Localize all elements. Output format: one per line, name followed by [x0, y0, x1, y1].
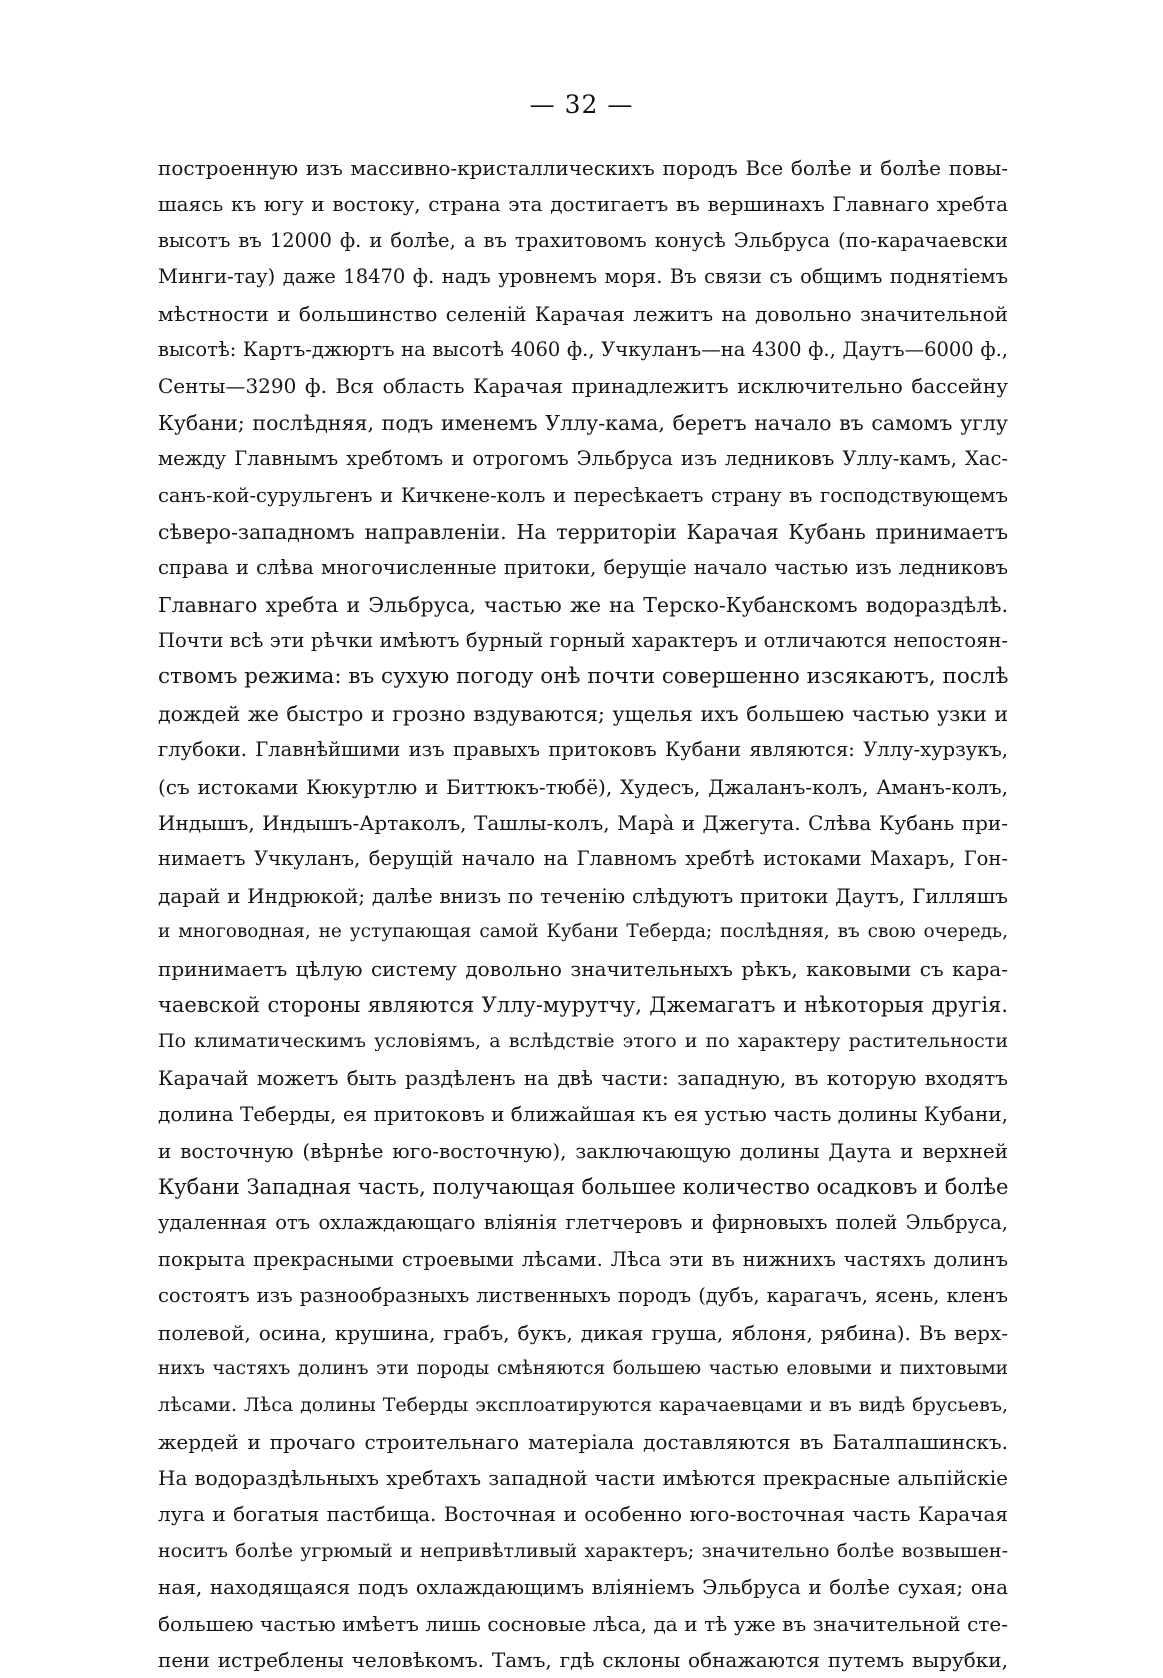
text-line: высотѣ: Картъ-джюртъ на высотѣ 4060 ф., Учкуланъ—на 4300 ф., Даутъ—6000 ф., — [158, 337, 1008, 361]
text-line: Минги-тау) даже 18470 ф. надъ уровнемъ моря. Въ связи съ общимъ поднятіемъ — [158, 265, 1008, 289]
text-line: между Главнымъ хребтомъ и отрогомъ Эльбруса изъ ледниковъ Уллу-камъ, Хас- — [158, 447, 1008, 471]
text-line: принимаетъ цѣлую систему довольно значительныхъ рѣкъ, каковыми съ кара- — [158, 956, 1008, 981]
text-line: санъ-кой-сурульгенъ и Кичкене-колъ и пересѣкаетъ страну въ господствующемъ — [158, 483, 1008, 507]
text-line: покрыта прекрасными строевыми лѣсами. Лѣса эти въ нижнихъ частяхъ долинъ — [158, 1247, 1008, 1271]
text-line: удаленная отъ охлаждающаго вліянія глетчеровъ и фирновыхъ полей Эльбруса, — [158, 1211, 1008, 1235]
text-line: Главнаго хребта и Эльбруса, частью же на Терско-Кубанскомъ водораздѣлѣ. — [158, 592, 1008, 617]
text-line: большею частью имѣетъ лишь сосновые лѣса, да и тѣ уже въ значительной сте- — [158, 1611, 1008, 1636]
text-line: и многоводная, не уступающая самой Кубани Теберда; послѣдняя, въ свою очередь, — [158, 921, 1008, 943]
text-line: На водораздѣльныхъ хребтахъ западной части имѣются прекрасные альпійскіе — [158, 1466, 1008, 1491]
text-line: долина Теберды, ея притоковъ и ближайшая къ ея устью часть долины Кубани, — [158, 1102, 1008, 1127]
text-line: чаевской стороны являются Уллу-мурутчу, Джемагатъ и нѣкоторыя другія. — [158, 992, 1008, 1017]
text-line: ная, находящаяся подъ охлаждающимъ вліяніемъ Эльбруса и болѣе сухая; она — [158, 1575, 1008, 1600]
text-line: нимаетъ Учкуланъ, берущій начало на Главномъ хребтѣ истоками Махаръ, Гон- — [158, 847, 1008, 871]
text-line: построенную изъ массивно-кристаллическихъ породъ Все болѣе и болѣе повы- — [158, 156, 1008, 180]
text-line: Почти всѣ эти рѣчки имѣютъ бурный горный характеръ и отличаются непостоян- — [158, 629, 1008, 653]
text-line: Индышъ, Индышъ-Артаколъ, Ташлы-колъ, Марà и Джегута. Слѣва Кубань при- — [158, 811, 1008, 836]
text-line: справа и слѣва многочисленные притоки, берущіе начало частью изъ ледниковъ — [158, 556, 1008, 580]
text-line: По климатическимъ условіямъ, а вслѣдствіе этого и по характеру растительности — [158, 1030, 1008, 1053]
text-line: ствомъ режима: въ сухую погоду онѣ почти совершенно изсякаютъ, послѣ — [158, 664, 1008, 690]
text-line: носитъ болѣе угрюмый и непривѣтливый характеръ; значительно болѣе возвышен- — [158, 1539, 1008, 1562]
text-line: высотъ въ 12000 ф. и болѣе, а въ трахитовомъ конусѣ Эльбруса (по-карачаевски — [158, 228, 1008, 252]
text-line: состоятъ изъ разнообразныхъ лиственныхъ породъ (дубъ, карагачъ, ясень, кленъ — [158, 1284, 1008, 1308]
text-line: нихъ частяхъ долинъ эти породы смѣняются большею частью еловыми и пихтовыми — [158, 1357, 1008, 1379]
text-line: луга и богатыя пастбища. Восточная и особенно юго-восточная часть Карачая — [158, 1502, 1008, 1527]
text-line: пени истреблены человѣкомъ. Тамъ, гдѣ склоны обнажаются путемъ вырубки, — [158, 1648, 1008, 1673]
text-line: лѣсами. Лѣса долины Теберды эксплоатируются карачаевцами и въ видѣ брусьевъ, — [158, 1394, 1008, 1417]
text-line: Кубани; послѣдняя, подъ именемъ Уллу-кама, беретъ начало въ самомъ углу — [158, 410, 1008, 435]
text-line: Кубани Западная часть, получающая большее количество осадковъ и болѣе — [158, 1174, 1008, 1199]
text-line: дарай и Индрюкой; далѣе внизъ по теченію слѣдуютъ притоки Даутъ, Гилляшъ — [158, 883, 1008, 908]
text-line: (съ истоками Кюкуртлю и Биттюкъ-тюбё), Худесъ, Джаланъ-колъ, Аманъ-колъ, — [158, 774, 1008, 799]
text-line: Сенты—3290 ф. Вся область Карачая принадлежитъ исключительно бассейну — [158, 374, 1008, 399]
text-line: мѣстности и большинство селеній Карачая лежитъ на довольно значительной — [158, 301, 1008, 326]
text-line: полевой, осина, крушина, грабъ, букъ, дикая груша, яблоня, рябина). Въ верх- — [158, 1320, 1008, 1345]
text-line: жердей и прочаго строительнаго матеріала доставляются въ Баталпашинскъ. — [158, 1429, 1008, 1454]
page-number: — 32 — — [529, 90, 634, 119]
body-text — [158, 150, 1008, 1678]
text-line: сѣверо-западномъ направленіи. На территоріи Карачая Кубань принимаетъ — [158, 519, 1008, 544]
text-line: дождей же быстро и грозно вздуваются; ущелья ихъ большею частью узки и — [158, 701, 1008, 726]
text-line: шаясь къ югу и востоку, страна эта достигаетъ въ вершинахъ Главнаго хребта — [158, 192, 1008, 217]
text-line: и восточную (вѣрнѣе юго-восточную), заключающую долины Даута и верхней — [158, 1138, 1008, 1163]
text-line: Карачай можетъ быть раздѣленъ на двѣ части: западную, въ которую входятъ — [158, 1065, 1008, 1090]
text-line: глубоки. Главнѣйшими изъ правыхъ притоковъ Кубани являются: Уллу-хурзукъ, — [158, 738, 1008, 762]
